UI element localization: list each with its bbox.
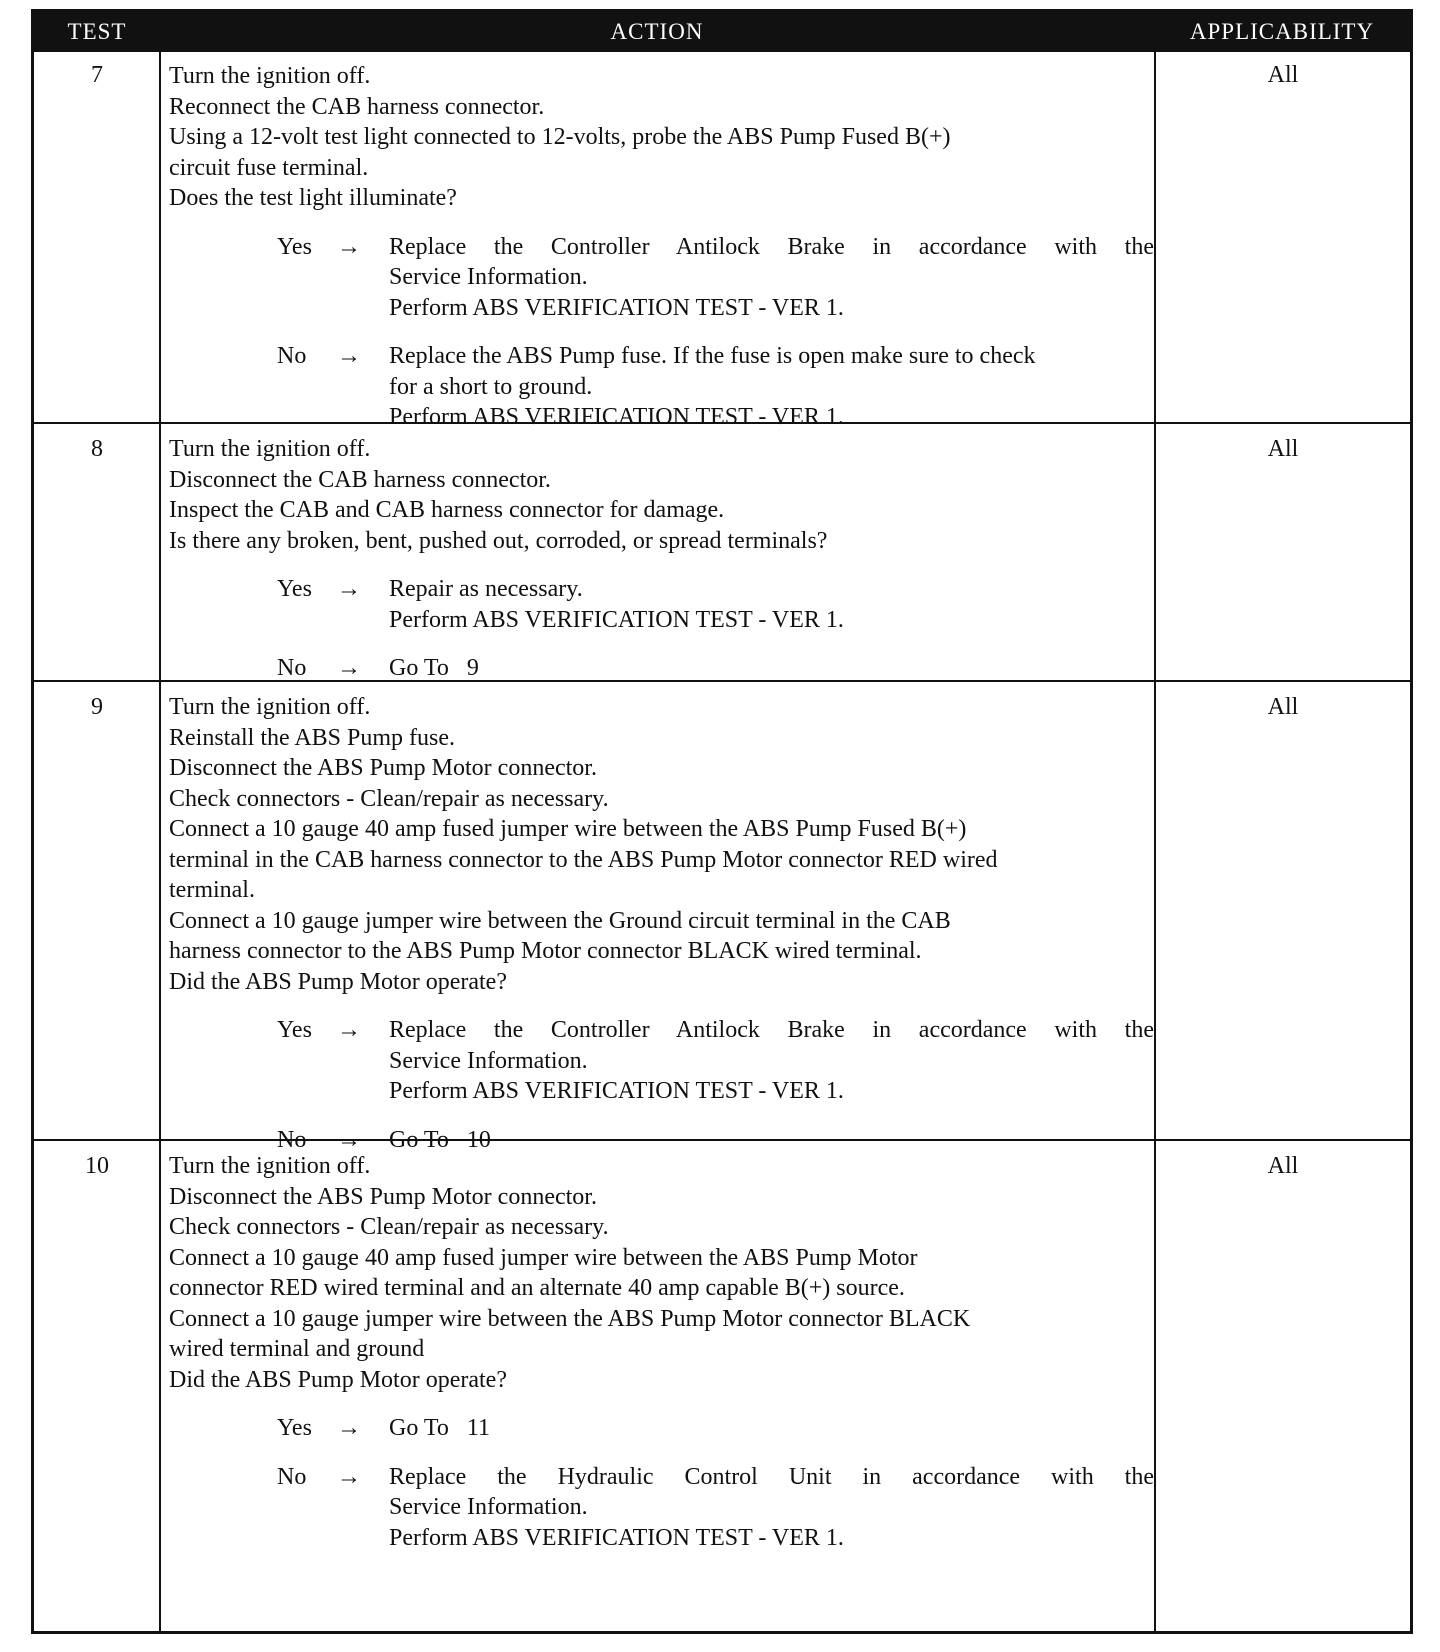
response-text: for a short to ground. [389,373,593,400]
no-response [169,653,1154,684]
response-text: Perform ABS VERIFICATION TEST - VER 1. [389,606,844,633]
no-label: No [277,655,307,681]
step-text: Turn the ignition off. [169,694,371,720]
go-to-link[interactable]: Go To 9 [389,655,479,681]
test-number: 8 [91,436,103,462]
yes-response [169,1413,1154,1444]
no-response [169,341,1154,433]
yes-response [169,1015,1154,1107]
response-text: Service Information. [389,1494,588,1520]
arrow-icon: → [337,1126,361,1153]
no-label: No [277,1126,307,1153]
arrow-icon: → [337,1415,361,1441]
applicability-value: All [1267,62,1299,88]
step-text: terminal in the CAB harness connector to the ABS Pump Motor connector RED wired [169,846,998,873]
step-text: Reconnect the CAB harness connector. [169,93,545,120]
step-text: wired terminal and ground [169,1336,425,1362]
yes-label: Yes [277,1415,312,1441]
no-label: No [277,343,307,369]
response-text: Replace the Controller Antilock Brake in accordance with the [389,1017,1154,1043]
response-text: Replace the Hydraulic Control Unit in accordance with the [389,1463,1154,1490]
step-text: Connect a 10 gauge 40 amp fused jumper wire between the ABS Pump Motor [169,1244,918,1271]
response-text: Perform ABS VERIFICATION TEST - VER 1. [389,1078,844,1104]
step-text: Disconnect the ABS Pump Motor connector. [169,1183,597,1210]
response-text: Perform ABS VERIFICATION TEST - VER 1. [389,1524,844,1551]
step-text: Connect a 10 gauge 40 amp fused jumper wire between the ABS Pump Fused B(+) [169,816,967,842]
step-text: harness connector to the ABS Pump Motor connector BLACK wired terminal. [169,938,922,964]
step-text: Using a 12-volt test light connected to 12-volts, probe the ABS Pump Fused B(+) [169,124,951,150]
response-text: Service Information. [389,1047,588,1074]
step-text: Connect a 10 gauge jumper wire between the ABS Pump Motor connector BLACK [169,1305,971,1332]
no-response [169,1462,1154,1554]
step-text: Reinstall the ABS Pump fuse. [169,724,456,751]
yes-response [169,232,1154,324]
test-number: 9 [91,694,103,720]
step-text: Does the test light illuminate? [169,185,457,211]
step-text: Is there any broken, bent, pushed out, corroded, or spread terminals? [169,527,828,554]
response-text: Service Information. [389,264,588,290]
step-text: Turn the ignition off. [169,436,371,462]
step-text: connector RED wired terminal and an alternate 40 amp capable B(+) source. [169,1275,905,1301]
test-table [31,9,1413,1634]
yes-response [169,574,1154,635]
test-number: 7 [91,62,103,88]
arrow-icon: → [337,576,361,602]
arrow-icon: → [337,1017,361,1043]
table-header [34,12,1410,52]
step-text: Disconnect the ABS Pump Motor connector. [169,755,597,781]
step-text: Turn the ignition off. [169,1153,371,1179]
applicability-value: All [1267,694,1299,720]
arrow-icon: → [337,1463,361,1490]
arrow-icon: → [337,655,361,681]
yes-label: Yes [277,1017,312,1043]
yes-label: Yes [277,233,312,260]
applicability-value: All [1267,436,1299,462]
step-text: terminal. [169,877,255,903]
go-to-link[interactable]: Go To 11 [389,1415,490,1441]
test-action [169,61,1154,433]
test-number: 10 [85,1153,109,1179]
test-action [169,434,1154,684]
applicability-value: All [1267,1153,1299,1179]
step-text: Did the ABS Pump Motor operate? [169,968,507,995]
test-action [169,692,1154,1155]
step-text: Check connectors - Clean/repair as necessary. [169,785,609,812]
response-text: Repair as necessary. [389,576,583,602]
test-action [169,1151,1154,1553]
header-action: ACTION [610,19,704,44]
response-text: Perform ABS VERIFICATION TEST - VER 1. [389,404,844,430]
column-divider-test [159,12,161,1631]
arrow-icon: → [337,343,361,369]
column-divider-applicability [1154,12,1156,1631]
header-test: TEST [67,19,127,44]
step-text: Inspect the CAB and CAB harness connector for damage. [169,497,725,523]
yes-label: Yes [277,576,312,602]
step-text: Connect a 10 gauge jumper wire between the Ground circuit terminal in the CAB [169,907,951,934]
no-label: No [277,1463,307,1490]
header-applicability: APPLICABILITY [1189,19,1375,44]
step-text: Did the ABS Pump Motor operate? [169,1366,507,1393]
response-text: Perform ABS VERIFICATION TEST - VER 1. [389,294,844,321]
step-text: Disconnect the CAB harness connector. [169,466,551,493]
step-text: Check connectors - Clean/repair as necessary. [169,1214,609,1240]
response-text: Replace the Controller Antilock Brake in accordance with the [389,233,1154,260]
go-to-link[interactable]: Go To 10 [389,1126,491,1153]
response-text: Replace the ABS Pump fuse. If the fuse is open make sure to check [389,343,1036,369]
step-text: Turn the ignition off. [169,63,371,89]
arrow-icon: → [337,233,361,260]
step-text: circuit fuse terminal. [169,154,369,181]
